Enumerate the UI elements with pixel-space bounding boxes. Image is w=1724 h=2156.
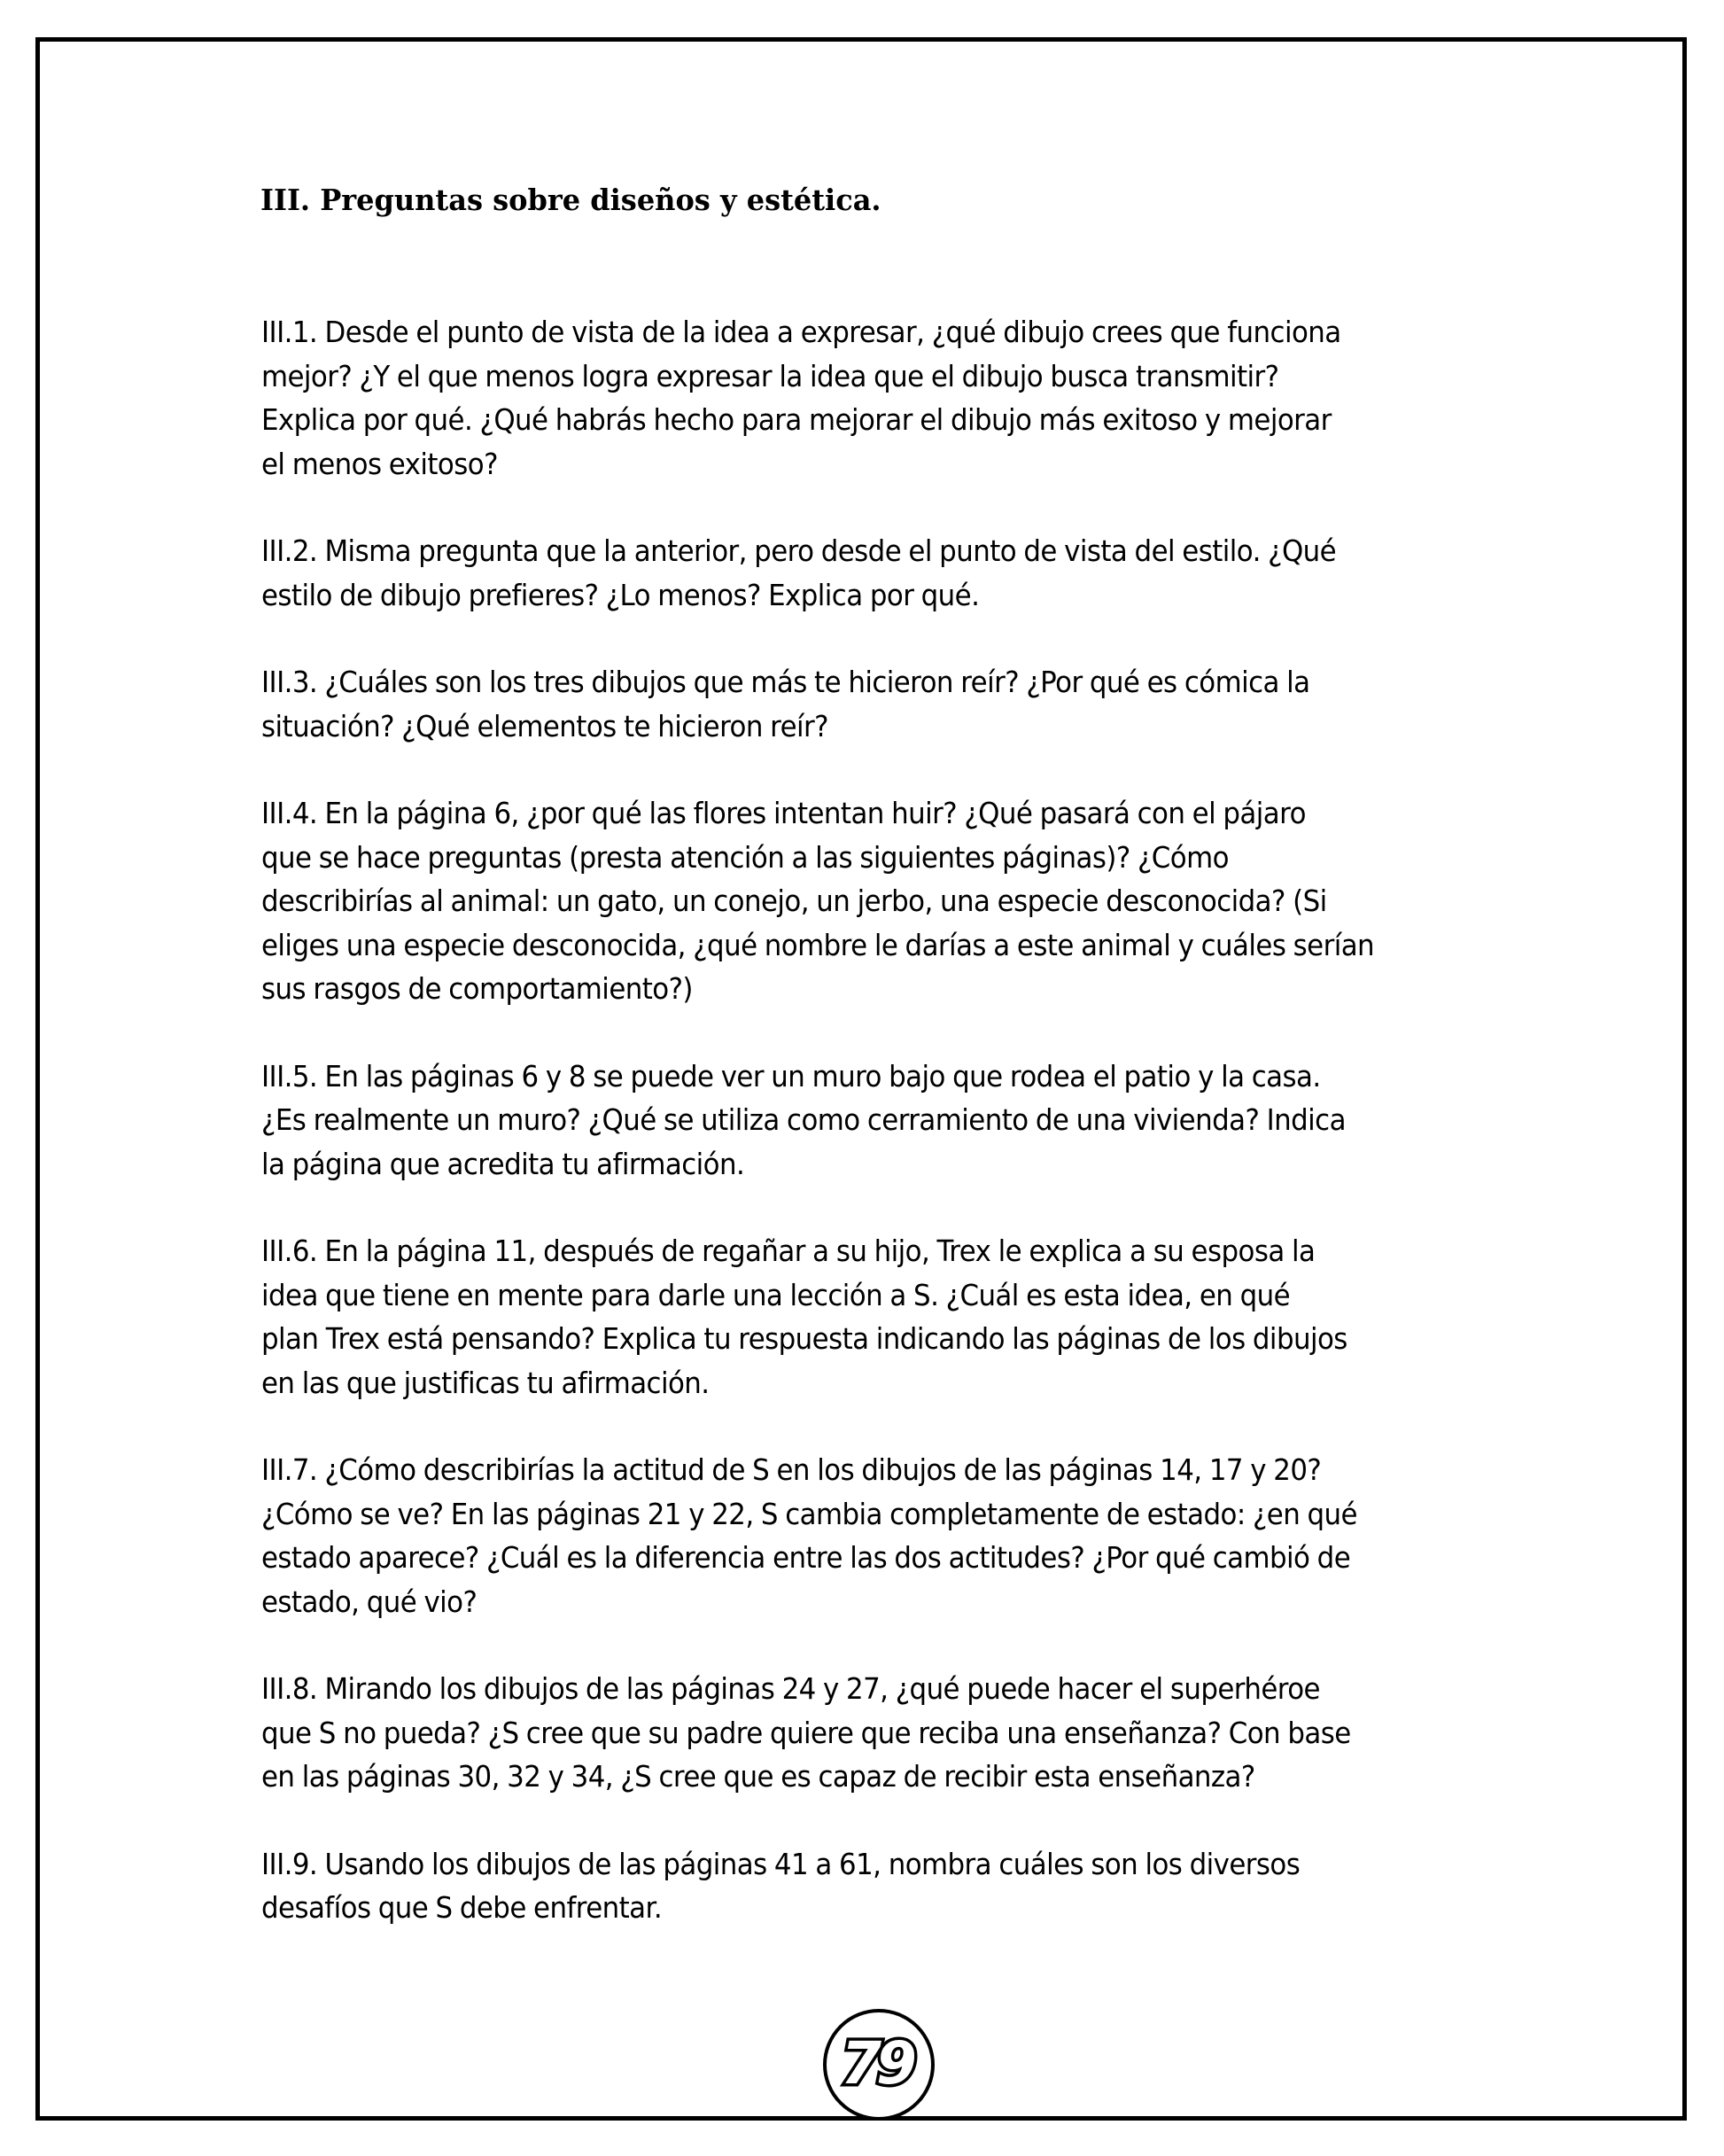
question-iii-5	[261, 1055, 1519, 1187]
question-line: III.9. Usando los dibujos de las páginas 41 a 61, nombra cuáles son los diversos	[261, 1846, 1301, 1881]
question-line: estado, qué vio?	[261, 1584, 478, 1619]
question-line: situación? ¿Qué elementos te hicieron reír?	[261, 708, 828, 743]
question-line: III.5. En las páginas 6 y 8 se puede ver un muro bajo que rodea el patio y la casa.	[261, 1058, 1321, 1094]
question-line: que S no pueda? ¿S cree que su padre quiere que reciba una enseñanza? Con base	[261, 1715, 1351, 1750]
question-line: ¿Es realmente un muro? ¿Qué se utiliza como cerramiento de una vivienda? Indica	[261, 1102, 1346, 1137]
question-line: que se hace preguntas (presta atención a las siguientes páginas)? ¿Cómo	[261, 839, 1229, 875]
question-line: estilo de dibujo prefieres? ¿Lo menos? Explica por qué.	[261, 577, 980, 612]
question-line: III.1. Desde el punto de vista de la idea a expresar, ¿qué dibujo crees que funciona	[261, 315, 1341, 349]
question-line: III.3. ¿Cuáles son los tres dibujos que más te hicieron reír? ¿Por qué es cómica la	[261, 665, 1310, 699]
question-line: describirías al animal: un gato, un conejo, un jerbo, una especie desconocida? (Si	[261, 883, 1327, 918]
question-line: ¿Cómo se ve? En las páginas 21 y 22, S cambia completamente de estado: ¿en qué	[261, 1496, 1357, 1531]
page-number-badge	[823, 2009, 935, 2121]
question-iii-8	[261, 1667, 1519, 1799]
paragraph-spacer	[261, 486, 1519, 529]
question-line: eliges una especie desconocida, ¿qué nombre le darías a este animal y cuáles serían	[261, 927, 1375, 962]
question-line: III.8. Mirando los dibujos de las páginas 24 y 27, ¿qué puede hacer el superhéroe	[261, 1671, 1320, 1706]
question-iii-1	[261, 310, 1519, 486]
question-iii-9	[261, 1842, 1519, 1930]
question-line: sus rasgos de comportamiento?)	[261, 971, 693, 1006]
paragraph-spacer	[261, 748, 1519, 791]
question-line: en las que justificas tu afirmación.	[261, 1365, 710, 1400]
page-number: 79	[841, 2029, 912, 2098]
question-line: III.6. En la página 11, después de regañar a su hijo, Trex le explica a su esposa la	[261, 1234, 1316, 1268]
question-line: idea que tiene en mente para darle una lección a S. ¿Cuál es esta idea, en qué	[261, 1277, 1291, 1312]
question-line: plan Trex está pensando? Explica tu respuesta indicando las páginas de los dibujos	[261, 1321, 1347, 1356]
question-line: estado aparece? ¿Cuál es la diferencia entre las dos actitudes? ¿Por qué cambió de	[261, 1540, 1351, 1575]
paragraph-spacer	[261, 617, 1519, 660]
question-line: desafíos que S debe enfrentar.	[261, 1890, 663, 1925]
paragraph-spacer	[261, 1623, 1519, 1667]
paragraph-spacer	[261, 1799, 1519, 1842]
question-line: el menos exitoso?	[261, 446, 498, 481]
question-iii-6	[261, 1229, 1519, 1405]
question-line: III.7. ¿Cómo describirías la actitud de S en los dibujos de las páginas 14, 17 y 20?	[261, 1452, 1322, 1487]
question-iii-4	[261, 791, 1519, 1011]
question-line: Explica por qué. ¿Qué habrás hecho para mejorar el dibujo más exitoso y mejorar	[261, 402, 1332, 437]
paragraph-spacer	[261, 1186, 1519, 1229]
question-line: en las páginas 30, 32 y 34, ¿S cree que es capaz de recibir esta enseñanza?	[261, 1759, 1255, 1794]
question-line: la página que acredita tu afirmación.	[261, 1146, 745, 1181]
questions-list	[261, 310, 1519, 1930]
section-title: III. Preguntas sobre diseños y estética.	[260, 183, 881, 217]
question-iii-7	[261, 1448, 1519, 1623]
question-line: mejor? ¿Y el que menos logra expresar la idea que el dibujo busca transmitir?	[261, 358, 1279, 393]
paragraph-spacer	[261, 1011, 1519, 1055]
question-line: III.4. En la página 6, ¿por qué las flores intentan huir? ¿Qué pasará con el pájaro	[261, 796, 1306, 830]
question-iii-3	[261, 660, 1519, 748]
paragraph-spacer	[261, 1405, 1519, 1448]
question-line: III.2. Misma pregunta que la anterior, pero desde el punto de vista del estilo. ¿Qué	[261, 533, 1337, 568]
question-iii-2	[261, 529, 1519, 617]
